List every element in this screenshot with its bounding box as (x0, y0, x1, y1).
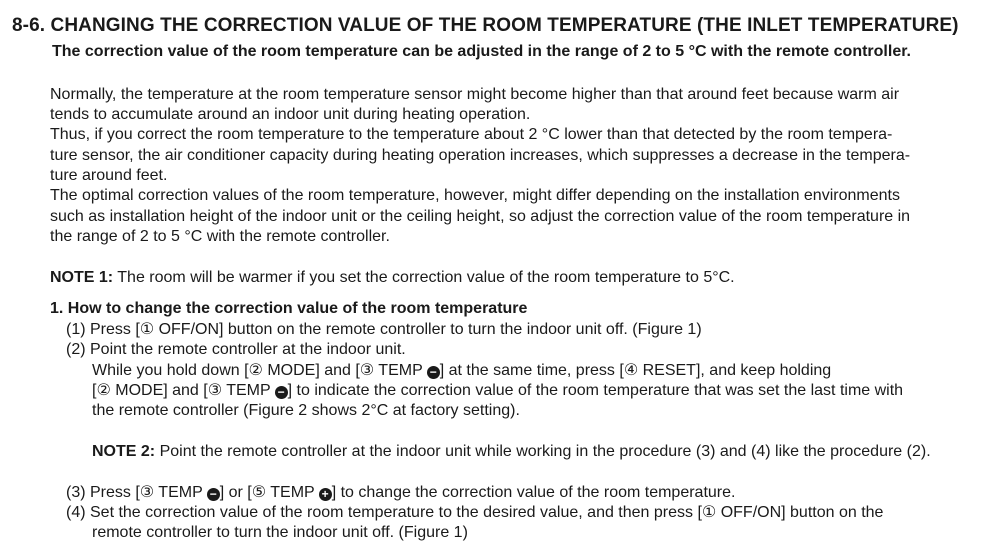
step-1: (1) Press [① OFF/ON] button on the remote controller to turn the indoor unit off. (Figure 1) (66, 321, 702, 338)
step-3-text: (3) Press [③ TEMP (66, 484, 203, 501)
step-3 (66, 483, 735, 503)
note-2 (92, 442, 931, 462)
note-1 (50, 268, 735, 288)
note-2-text: Point the remote controller at the indoor unit while working in the procedure (3) and (4) like the procedure (2). (155, 443, 931, 460)
paragraph-line: such as installation height of the indoor unit or the ceiling height, so adjust the correction value of the room temperature in (50, 208, 911, 225)
step-2-detail-line: the remote controller (Figure 2 shows 2°C at factory setting). (92, 402, 520, 419)
paragraph-line: Thus, if you correct the room temperature to the temperature about 2 °C lower than that detected by the room tempera- (50, 126, 893, 143)
step-2-text: ] to indicate the correction value of the room temperature that was set the last time with (287, 382, 904, 399)
paragraph-line: ture sensor, the air conditioner capacity during heating operation increases, which suppresses a decrease in the tempera- (50, 147, 911, 164)
step-4: (4) Set the correction value of the room temperature to the desired value, and then press [① OFF/ON] button on the (66, 504, 884, 521)
minus-icon: − (275, 386, 288, 399)
step-2: (2) Point the remote controller at the indoor unit. (66, 341, 406, 358)
step-2-text: ] at the same time, press [④ RESET], and keep holding (439, 362, 832, 379)
section-subheading: The correction value of the room temperature can be adjusted in the range of 2 to 5 °C with the remote controller. (52, 43, 911, 60)
section-heading: 8-6. CHANGING THE CORRECTION VALUE OF THE ROOM TEMPERATURE (THE INLET TEMPERATURE) (12, 15, 959, 36)
step-3-text: ] or [⑤ TEMP (219, 484, 315, 501)
paragraph-line: tends to accumulate around an indoor unit during heating operation. (50, 106, 531, 123)
step-2-detail-line (92, 381, 903, 401)
paragraph-line: The optimal correction values of the room temperature, however, might differ depending on the installation environments (50, 187, 900, 204)
paragraph-line: ture around feet. (50, 167, 168, 184)
paragraph-line: the range of 2 to 5 °C with the remote controller. (50, 228, 390, 245)
note-1-label: NOTE 1: (50, 269, 114, 286)
minus-icon: − (427, 366, 440, 379)
step-3-text: ] to change the correction value of the room temperature. (331, 484, 736, 501)
step-2-text: While you hold down [② MODE] and [③ TEMP (92, 362, 423, 379)
note-2-label: NOTE 2: (92, 443, 156, 460)
note-1-text: The room will be warmer if you set the correction value of the room temperature to 5°C. (113, 269, 735, 286)
paragraph-line: Normally, the temperature at the room temperature sensor might become higher than that around feet because warm air (50, 86, 900, 103)
step-4-continuation: remote controller to turn the indoor unit off. (Figure 1) (92, 524, 468, 541)
step-2-detail-line (92, 361, 831, 381)
plus-icon: + (319, 488, 332, 501)
minus-icon: − (207, 488, 220, 501)
step-2-text: [② MODE] and [③ TEMP (92, 382, 271, 399)
procedure-title: 1. How to change the correction value of the room temperature (50, 300, 528, 317)
